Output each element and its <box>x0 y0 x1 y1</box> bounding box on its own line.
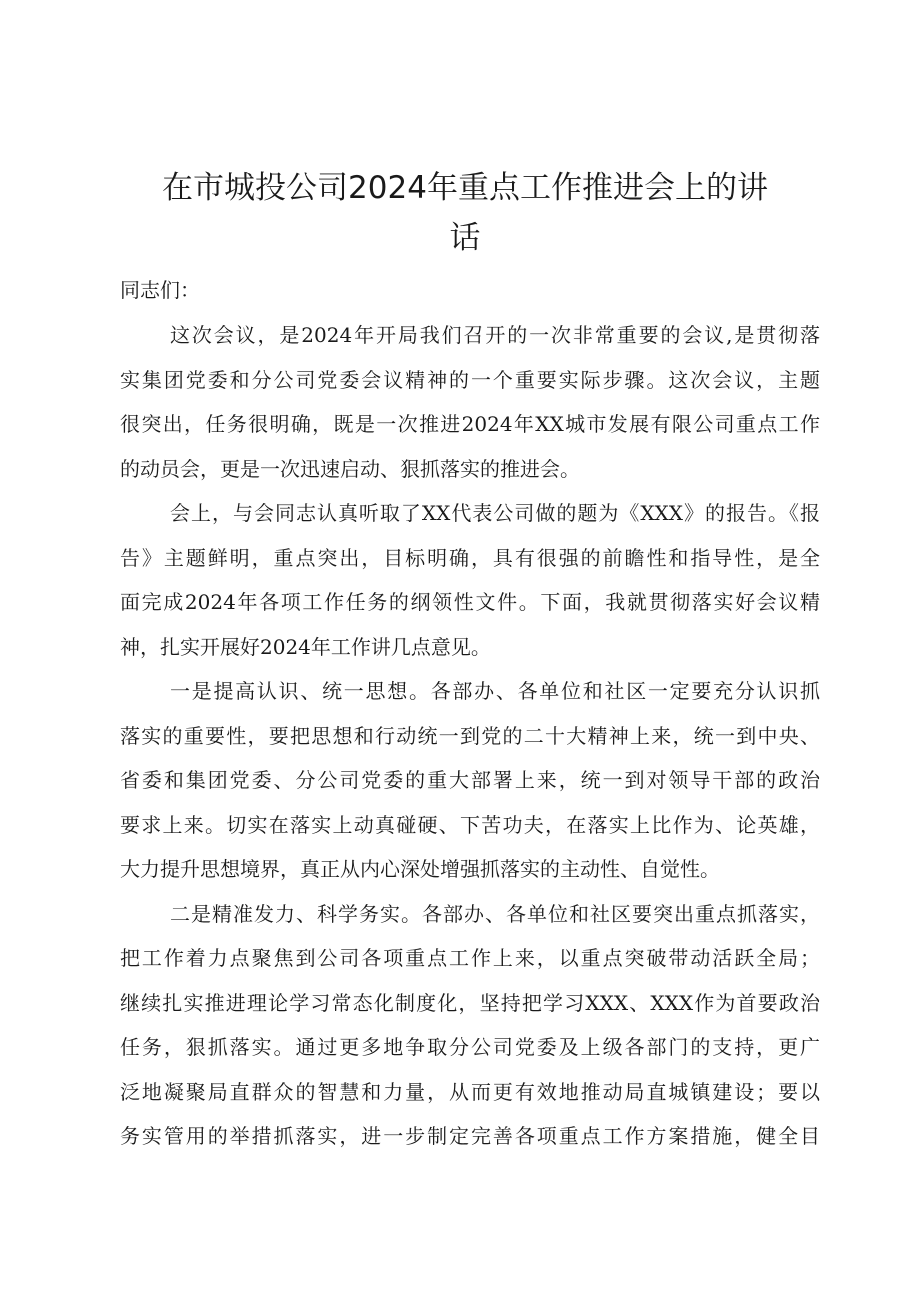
paragraph-line: 落实的重要性，要把思想和行动统一到党的二十大精神上来，统一到中央、 <box>120 723 820 748</box>
paragraph-line: 告》主题鲜明，重点突出，目标明确，具有很强的前瞻性和指导性，是全 <box>120 545 820 570</box>
paragraph-line: 继续扎实推进理论学习常态化制度化，坚持把学习XXX、XXX作为首要政治 <box>120 990 820 1015</box>
salutation: 同志们： <box>120 278 200 302</box>
paragraph-line: 要求上来。切实在落实上动真碰硬、下苦功夫，在落实上比作为、论英雄， <box>120 812 820 837</box>
paragraph-line: 把工作着力点聚焦到公司各项重点工作上来，以重点突破带动活跃全局； <box>120 946 820 970</box>
paragraph-line: 神，扎实开展好2024年工作讲几点意见。 <box>120 634 491 659</box>
paragraph-line: 面完成2024年各项工作任务的纲领性文件。下面，我就贯彻落实好会议精 <box>120 590 820 614</box>
paragraph-line: 任务，狠抓落实。通过更多地争取分公司党委及上级各部门的支持，更广 <box>120 1035 820 1059</box>
document-body <box>120 313 820 1159</box>
paragraph-line: 一是提高认识、统一思想。各部办、各单位和社区一定要充分认识抓 <box>170 679 820 703</box>
title-line-2: 话 <box>449 220 481 256</box>
paragraph-line: 这次会议，是2024年开局我们召开的一次非常重要的会议,是贯彻落 <box>170 323 820 347</box>
paragraph-2 <box>120 491 820 669</box>
paragraph-line: 泛地凝聚局直群众的智慧和力量，从而更有效地推动局直城镇建设；要以 <box>120 1079 820 1104</box>
document-title <box>100 163 830 263</box>
paragraph-line: 很突出，任务很明确，既是一次推进2024年XX城市发展有限公司重点工作 <box>120 412 820 436</box>
paragraph-line: 二是精准发力、科学务实。各部办、各单位和社区要突出重点抓落实， <box>170 901 820 926</box>
paragraph-line: 省委和集团党委、分公司党委的重大部署上来，统一到对领导干部的政治 <box>120 768 820 792</box>
paragraph-line: 务实管用的举措抓落实，进一步制定完善各项重点工作方案措施，健全目 <box>120 1124 820 1148</box>
paragraph-line: 的动员会，更是一次迅速启动、狠抓落实的推进会。 <box>120 456 580 481</box>
paragraph-3 <box>120 669 820 892</box>
paragraph-line: 会上，与会同志认真听取了XX代表公司做的题为《XXX》的报告。《报 <box>170 501 820 525</box>
paragraph-line: 实集团党委和分公司党委会议精神的一个重要实际步骤。这次会议，主题 <box>120 367 820 392</box>
paragraph-4 <box>120 892 820 1159</box>
paragraph-1 <box>120 313 820 491</box>
paragraph-line: 大力提升思想境界，真正从内心深处增强抓落实的主动性、自觉性。 <box>120 857 720 881</box>
title-line-1: 在市城投公司2024年重点工作推进会上的讲 <box>162 170 768 206</box>
